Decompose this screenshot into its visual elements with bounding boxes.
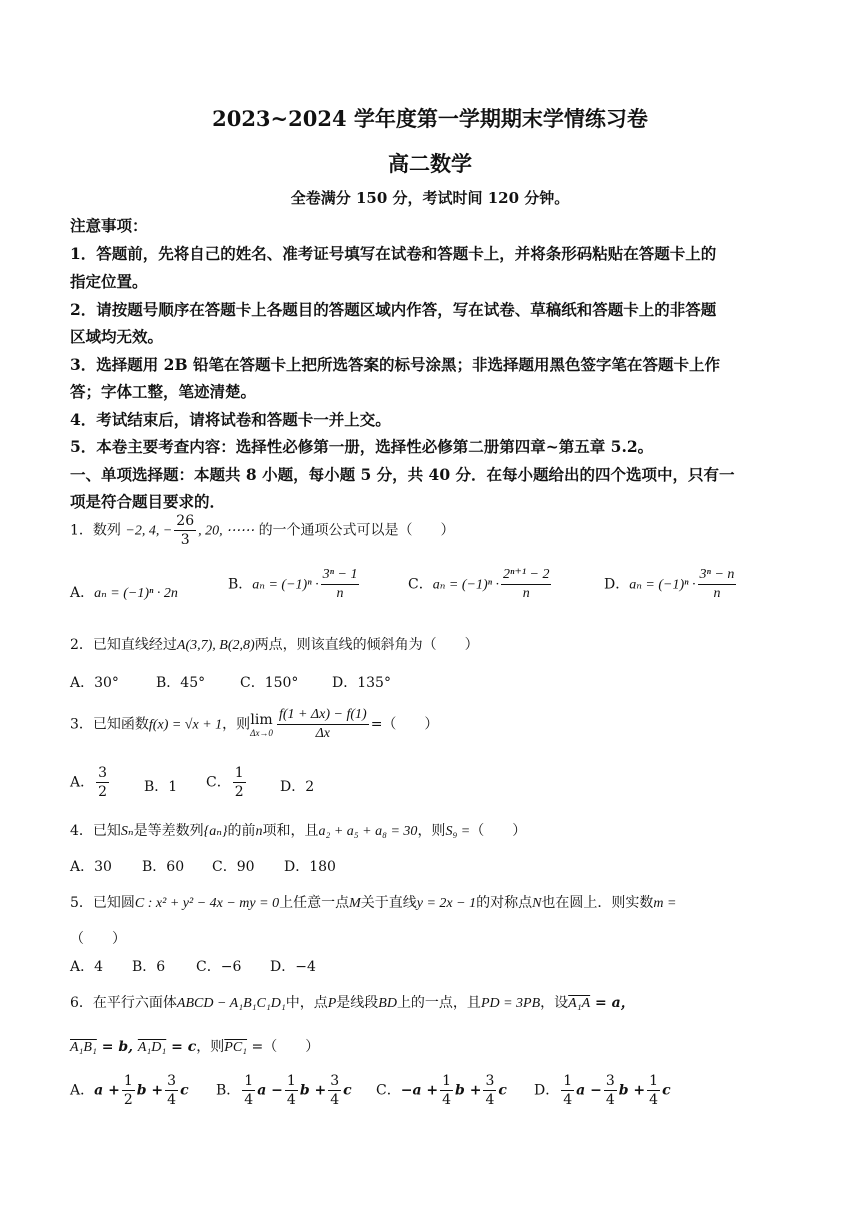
q1-b-label: B．: [228, 576, 253, 593]
q4-suffix: （ ）: [470, 823, 527, 839]
q1-option-a: [70, 582, 178, 602]
q3-fraction: [277, 706, 369, 743]
q1-b-expr: aₙ = (−1)ⁿ ·: [252, 577, 319, 593]
q6-mid3: 上的一点，且: [396, 995, 481, 1011]
q6-ratio: PD = 3PB: [480, 996, 541, 1011]
q6-a-f1d: 2: [123, 1092, 133, 1108]
q4-cond: a₂ + a₅ + a₈ = 30: [318, 824, 418, 839]
q6-mid1: 中，点: [285, 995, 328, 1011]
q3-a-label: A．: [70, 774, 95, 791]
q6-option-c: [376, 1072, 507, 1109]
q2-points: A(3,7), B(2,8): [176, 638, 255, 653]
q1-c-den: n: [522, 586, 530, 601]
q6-b-f1n: 1: [244, 1073, 254, 1089]
q4-option-a: A．30: [70, 859, 112, 875]
q3-prefix: 3．已知函数: [70, 716, 149, 733]
q1-b-num: 3ⁿ − 1: [321, 566, 360, 585]
q6-d-term3: c: [662, 1082, 671, 1099]
q6-a-term1: a +: [94, 1082, 120, 1099]
q6-mid2: 是线段: [336, 995, 379, 1011]
q1-a-expr: aₙ = (−1)ⁿ · 2n: [94, 586, 178, 601]
q6-eq-a: = a，: [590, 995, 635, 1011]
exam-info: 全卷满分 150 分，考试时间 120 分钟。: [290, 189, 570, 207]
q6-c-frac1: [440, 1072, 453, 1109]
q3-lim-sub: Δx→0: [250, 727, 273, 738]
q3-a-fraction: [96, 764, 109, 801]
question-5: [70, 892, 676, 912]
q6-d-f1d: 4: [563, 1092, 573, 1108]
q1-c-label: C．: [408, 576, 433, 593]
q6-b-f3n: 3: [330, 1073, 340, 1089]
q4-mid2: 的前: [227, 823, 256, 839]
q6-vector-pc1: PC₁: [224, 1040, 248, 1055]
q6-option-a: [70, 1072, 189, 1109]
q6-c-term1: −a +: [400, 1082, 439, 1099]
q6-b-f3d: 4: [330, 1092, 340, 1108]
q5-mid4: 也在圆上．则实数: [541, 895, 654, 911]
q3-a-num: 3: [98, 765, 108, 781]
q5-line: y = 2x − 1: [416, 896, 477, 911]
q6-vector-a1d1: A₁D₁: [137, 1040, 167, 1055]
q6-c-frac2: [483, 1072, 496, 1109]
q2-option-b: B．45°: [156, 675, 206, 691]
q1-option-b: [228, 566, 361, 603]
q6-b-f1d: 4: [244, 1092, 254, 1108]
q5-option-a: A．4: [70, 959, 104, 975]
q3-c-den: 2: [234, 784, 244, 800]
note-3a: 3．选择题用 2B 铅笔在答题卡上把所选答案的标号涂黑；非选择题用黑色签字笔在答题卡上作: [70, 355, 720, 374]
q5-mid1: 上任意一点: [279, 895, 350, 911]
q3-a-den: 2: [98, 784, 108, 800]
q1-prefix: 1．数列: [70, 522, 121, 539]
q6-d-term1: a −: [576, 1082, 602, 1099]
q6-a-frac2: [165, 1072, 178, 1109]
q6-solid: ABCD − A₁B₁C₁D₁: [176, 996, 286, 1011]
q1-d-label: D．: [604, 576, 630, 593]
q3-suffix: =（ ）: [370, 716, 439, 733]
q4-mid3: 项和，且: [262, 823, 319, 839]
question-2: [70, 634, 479, 654]
q6-b-f2n: 1: [286, 1073, 296, 1089]
q3-option-b: B．1: [144, 779, 178, 795]
q4-option-d: D．180: [284, 859, 336, 875]
q1-c-num: 2ⁿ⁺¹ − 2: [501, 566, 551, 585]
q6-eq-b: = b,: [96, 1039, 138, 1055]
q6-d-label: D．: [534, 1082, 560, 1099]
q6-a-term2: b +: [136, 1082, 164, 1099]
q6-d-f3n: 1: [649, 1073, 659, 1089]
q1-frac-den: 3: [180, 532, 190, 548]
q1-seq-start: −2, 4, −: [125, 523, 173, 539]
q6-c-f2d: 4: [485, 1092, 495, 1108]
q5-mid3: 的对称点: [476, 895, 533, 911]
q6-b-label: B．: [216, 1082, 241, 1099]
q4-mid4: ，则: [417, 823, 446, 839]
q6-c-term2: b +: [455, 1082, 482, 1099]
q6-c-f1d: 4: [442, 1092, 452, 1108]
q6-a-term3: c: [180, 1082, 189, 1099]
q6-d-f1n: 1: [563, 1073, 573, 1089]
q1-b-den: n: [336, 586, 344, 601]
q3-c-fraction: [233, 764, 246, 801]
section-heading-b: 项是符合题目要求的．: [70, 492, 226, 511]
question-6: [70, 992, 635, 1012]
q3-option-d: D．2: [280, 779, 315, 795]
section-heading-a: 一、单项选择题：本题共 8 小题，每小题 5 分，共 40 分．在每小题给出的四个选项中，只有一: [70, 465, 735, 484]
q1-seq-end: , 20, ⋯⋯: [198, 523, 255, 539]
q2-option-c: C．150°: [240, 675, 299, 691]
q1-suffix: 的一个通项公式可以是（ ）: [258, 522, 455, 539]
question-1: [70, 512, 455, 549]
q6-a-f2n: 3: [167, 1073, 177, 1089]
q6-option-b: [216, 1072, 352, 1109]
q1-a-label: A．: [70, 585, 95, 601]
q3-frac-den: Δx: [315, 726, 331, 741]
q3-c-label: C．: [206, 774, 231, 791]
q6-b-frac2: [285, 1072, 298, 1109]
q1-c-expr: aₙ = (−1)ⁿ ·: [432, 577, 500, 593]
q1-b-fraction: [321, 566, 360, 603]
q1-option-c: [408, 566, 553, 603]
q5-circle: C : x² + y² − 4x − my = 0: [134, 896, 280, 911]
q5-answer-paren: （ ）: [70, 931, 126, 947]
q6-a-frac1: [122, 1072, 135, 1109]
q6-d-frac1: [561, 1072, 574, 1109]
q6-a-f2d: 4: [167, 1092, 177, 1108]
q6-d-f2n: 3: [605, 1073, 615, 1089]
exam-title: 2023~2024 学年度第一学期期末学情练习卷: [212, 106, 648, 131]
q6-b-frac3: [328, 1072, 341, 1109]
q6-c-f1n: 1: [442, 1073, 452, 1089]
q6-eq-c: = c: [166, 1039, 197, 1055]
q4-mid1: 是等差数列: [133, 823, 204, 839]
q3-frac-num: f(1 + Δx) − f(1): [277, 706, 369, 725]
q6-b-frac1: [242, 1072, 255, 1109]
q1-d-den: n: [713, 586, 721, 601]
q4-option-c: C．90: [212, 859, 255, 875]
q6-c-label: C．: [376, 1082, 401, 1099]
q2-option-a: A．30°: [70, 675, 119, 691]
q6-vector-a1a: A₁A: [568, 996, 591, 1011]
q4-option-b: B．60: [142, 859, 185, 875]
q6-b-term1: a −: [257, 1082, 283, 1099]
q3-option-a: [70, 764, 111, 801]
q6-vector-a1b1: A₁B₁: [70, 1040, 97, 1055]
q1-d-num: 3ⁿ − n: [698, 566, 737, 585]
q6-option-d: [534, 1072, 671, 1109]
q4-seq: {aₙ}: [203, 824, 228, 839]
note-1a: 1．答题前，先将自己的姓名、准考证号填写在试卷和答题卡上，并将条形码粘贴在答题卡上的: [70, 244, 717, 263]
note-2a: 2．请按题号顺序在答题卡上各题目的答题区域内作答，写在试卷、草稿纸和答题卡上的非答题: [70, 300, 717, 319]
q5-mid2: 关于直线: [360, 895, 417, 911]
q4-n: n: [255, 824, 263, 839]
q3-lim: lim: [250, 711, 273, 728]
note-3b: 答；字体工整，笔迹清楚。: [70, 382, 257, 401]
q6-P: P: [327, 996, 337, 1011]
question-3: [70, 706, 438, 743]
q6-BD: BD: [378, 996, 397, 1011]
note-2b: 区域均无效。: [70, 327, 164, 346]
q6-d-term2: b +: [618, 1082, 646, 1099]
q6-prefix: 6．在平行六面体: [70, 995, 177, 1011]
q4-ask: S₉ =: [445, 824, 471, 839]
note-5: 5．本卷主要考查内容：选择性必修第一册，选择性必修第二册第四章~第五章 5.2。: [70, 437, 654, 456]
q3-mid: ，则: [222, 716, 251, 733]
q6-d-f3d: 4: [649, 1092, 659, 1108]
question-4: [70, 820, 526, 840]
subject-title: 高二数学: [388, 151, 472, 176]
q1-fraction: [174, 512, 196, 549]
q5-option-d: D．−4: [270, 959, 316, 975]
q2-prefix: 2．已知直线经过: [70, 637, 177, 653]
q1-d-expr: aₙ = (−1)ⁿ ·: [629, 577, 696, 593]
q6-b-term2: b +: [299, 1082, 327, 1099]
notes-heading: 注意事项：: [70, 216, 148, 235]
q1-frac-num: 26: [176, 513, 195, 529]
q4-prefix: 4．已知: [70, 823, 121, 839]
q3-option-c: [206, 764, 248, 801]
question-6-line2: [70, 1036, 319, 1056]
q6-d-frac2: [604, 1072, 617, 1109]
q6-suffix: =（ ）: [247, 1039, 320, 1055]
q1-c-fraction: [501, 566, 551, 603]
q3-func: f(x) = √x + 1: [148, 717, 223, 733]
q6-b-term3: c: [343, 1082, 352, 1099]
q6-a-label: A．: [70, 1082, 95, 1099]
q3-limit: [250, 712, 273, 738]
q6-b-f2d: 4: [286, 1092, 296, 1108]
note-1b: 指定位置。: [70, 272, 148, 291]
q5-N: N: [532, 896, 542, 911]
q4-sn: Sₙ: [120, 824, 134, 839]
q6-d-frac3: [647, 1072, 660, 1109]
q1-d-fraction: [698, 566, 737, 603]
q6-d-f2d: 4: [605, 1092, 615, 1108]
q5-option-c: C．−6: [196, 959, 242, 975]
q2-suffix: 两点，则该直线的倾斜角为（ ）: [254, 637, 479, 653]
note-4: 4．考试结束后，请将试卷和答题卡一并上交。: [70, 410, 391, 429]
q6-mid5: ，则: [196, 1039, 225, 1055]
q6-c-f2n: 3: [485, 1073, 495, 1089]
q5-prefix: 5．已知圆: [70, 895, 135, 911]
q5-M: M: [349, 896, 361, 911]
q1-option-d: [604, 566, 738, 603]
q5-option-b: B．6: [132, 959, 166, 975]
q6-mid4: ，设: [540, 995, 569, 1011]
q6-a-f1n: 1: [123, 1073, 133, 1089]
q5-m: m =: [653, 896, 677, 911]
q3-c-num: 1: [234, 765, 244, 781]
q6-c-term3: c: [498, 1082, 507, 1099]
q2-option-d: D．135°: [332, 675, 391, 691]
